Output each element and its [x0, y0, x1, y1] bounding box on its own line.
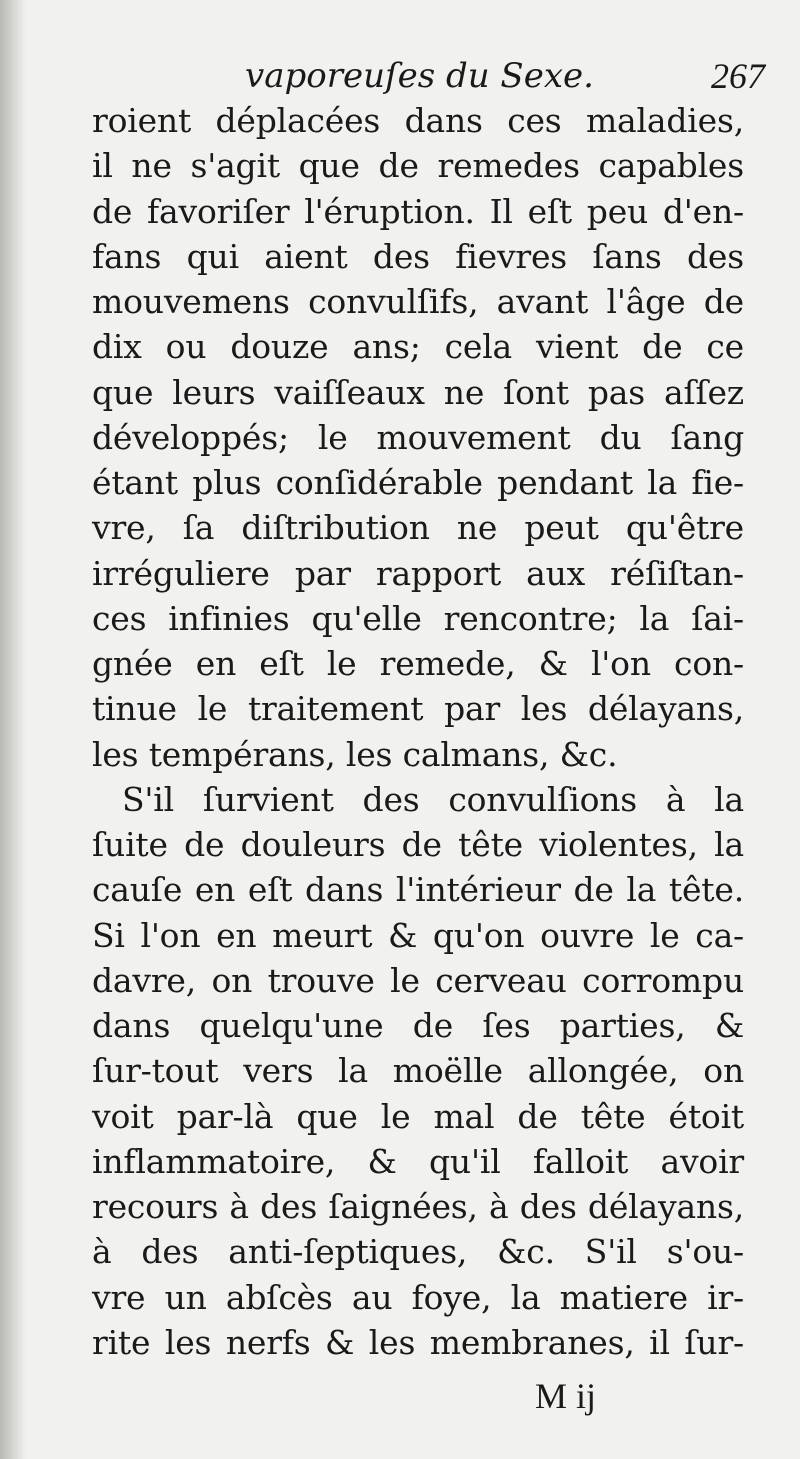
text-line: ſuite de douleurs de tête violentes, la: [92, 825, 744, 864]
signature-mark: M ij: [535, 1376, 597, 1416]
text-line: mouvemens convulſifs, avant l'âge de: [92, 282, 744, 321]
text-line: gnée en eſt le remede, & l'on con-: [92, 644, 744, 683]
text-line: de favoriſer l'éruption. Il eſt peu d'en-: [92, 191, 744, 231]
text-line: voit par-là que le mal de tête étoit: [92, 1096, 744, 1136]
text-line: cauſe en eſt dans l'intérieur de la tête.: [92, 870, 744, 910]
text-line: davre, on trouve le cerveau corrompu: [92, 960, 744, 1000]
running-title: vaporeuſes du Sexe.: [245, 56, 594, 96]
text-line: dans quelqu'une de ſes parties, &: [92, 1006, 744, 1045]
text-line: roient déplacées dans ces maladies,: [92, 101, 744, 140]
text-line: ſur-tout vers la moëlle allongée, on: [92, 1051, 744, 1091]
text-line: vre un abſcès au foye, la matiere ir-: [92, 1277, 744, 1317]
gutter-shadow: [0, 0, 26, 1459]
text-line: à des anti-ſeptiques, &c. S'il s'ou-: [92, 1232, 744, 1272]
text-line: étant plus conſidérable pendant la fie-: [92, 463, 744, 502]
paragraph-start-line: S'il ſurvient des convulſions à la: [122, 779, 744, 819]
text-line: ces infinies qu'elle rencontre; la ſai-: [92, 598, 744, 638]
text-line: irréguliere par rapport aux réſiſtan-: [92, 553, 744, 593]
text-line: Si l'on en meurt & qu'on ouvre le ca-: [92, 915, 744, 955]
text-line: rite les nerfs & les membranes, il ſur-: [92, 1322, 744, 1362]
page-number: 267: [711, 56, 765, 96]
page-header: [245, 50, 765, 102]
text-line: inflammatoire, & qu'il falloit avoir: [92, 1141, 744, 1181]
text-line: recours à des ſaignées, à des délayans,: [92, 1187, 744, 1226]
text-line: développés; le mouvement du ſang: [92, 417, 744, 457]
text-line: fans qui aient des fievres ſans des: [92, 236, 744, 276]
text-line: tinue le traitement par les délayans,: [92, 689, 744, 729]
paragraph-end-line: les tempérans, les calmans, &c.: [92, 734, 618, 774]
text-line: vre, ſa diſtribution ne peut qu'être: [92, 508, 744, 548]
text-line: il ne s'agit que de remedes capables: [92, 146, 744, 186]
text-line: que leurs vaiſſeaux ne ſont pas aſſez: [92, 372, 744, 412]
text-line: dix ou douze ans; cela vient de ce: [92, 327, 744, 367]
body-text: [92, 98, 744, 1365]
